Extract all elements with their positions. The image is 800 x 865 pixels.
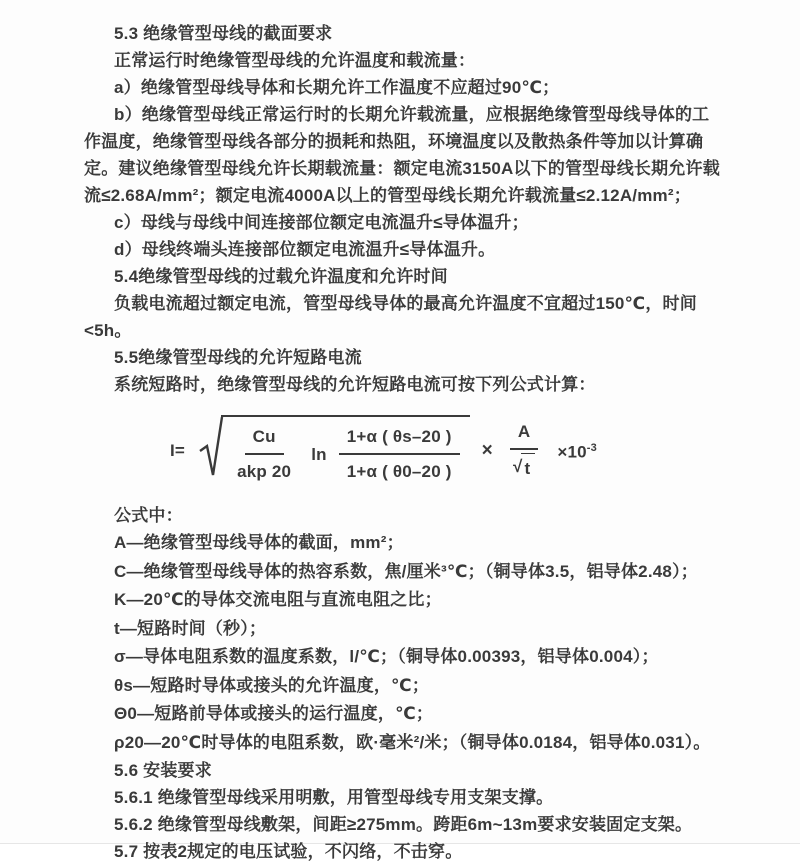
- para-formula-legend-intro: 公式中：: [114, 506, 183, 525]
- fraction-cu-akp: [229, 423, 299, 485]
- radicand-t: t: [521, 453, 535, 482]
- para-5-6-2: 5.6.2 绝缘管型母线敷架，间距≥275mm。跨距6m~13m要求安装固定支架。: [114, 815, 693, 834]
- def-t: t—短路时间（秒）；: [114, 618, 267, 638]
- def-rho-20: ρ20—20℃时导体的电阻系数，欧·毫米²/米；（铜导体0.0184，铝导体0.031）。: [114, 732, 711, 752]
- fraction-numerator: A: [510, 418, 538, 450]
- exponent: -3: [586, 441, 597, 454]
- def-A: A—绝缘管型母线导体的截面，mm²；: [114, 533, 404, 552]
- radical-group: [199, 415, 470, 485]
- formula-definitions: [84, 529, 724, 757]
- fraction-numerator: 1+α ( θs–20 ): [339, 423, 460, 455]
- para-5-7: 5.7 按表2规定的电压试验，不闪络，不击穿。: [114, 842, 463, 861]
- multiply-sign: ×: [481, 439, 493, 461]
- def-theta-s: θs—短路时导体或接头的允许温度，℃；: [114, 675, 430, 695]
- para-5-6-1: 5.6.1 绝缘管型母线采用明敷，用管型母线专用支架支撑。: [114, 788, 554, 807]
- para-operating-temp-intro: 正常运行时绝缘管型母线的允许温度和载流量：: [114, 51, 476, 70]
- heading-5-3: 5.3 绝缘管型母线的截面要求: [114, 24, 333, 43]
- heading-5-5: 5.5绝缘管型母线的允许短路电流: [114, 348, 362, 367]
- def-sigma: σ—导体电阻系数的温度系数，l/℃；（铜导体0.00393，铝导体0.004）；: [114, 647, 659, 666]
- fraction-denominator: 1+α ( θ0–20 ): [346, 462, 452, 481]
- fraction-alpha-ratio: [339, 423, 460, 485]
- radical-sign-icon: [199, 415, 223, 479]
- power-of-ten: $\times 10^{-3}$: [557, 441, 597, 462]
- heading-5-4: 5.4绝缘管型母线的过载允许温度和允许时间: [114, 267, 448, 286]
- para-formula-intro: 系统短路时，绝缘管型母线的允许短路电流可按下列公式计算：: [114, 375, 596, 394]
- heading-5-6: 5.6 安装要求: [114, 761, 212, 780]
- fraction-numerator: Cu: [245, 423, 284, 455]
- item-b: b）绝缘管型母线正常运行时的长期允许载流量，应根据绝缘管型母线导体的工作温度，绝缘管型母线各部分的损耗和热阻，环境温度以及散热条件等加以计算确定。建议绝缘管型母线允许长期载流量：额定电流3150A以下的管型母线长期允许载流≤2.68A/mm²；额定电流4000A以上的管型母线长期允许载流量≤2.12A/mm²；: [84, 105, 720, 205]
- def-theta-0: Θ0—短路前导体或接头的运行温度，℃；: [114, 704, 434, 723]
- radicand-group: [221, 415, 470, 485]
- def-C: C—绝缘管型母线导体的热容系数，焦/厘米³℃；（铜导体3.5，铝导体2.48）；: [114, 561, 698, 581]
- small-radical-sign: √: [512, 457, 523, 476]
- item-d: d）母线终端头连接部位额定电流温升≤导体温升。: [114, 240, 496, 259]
- item-c: c）母线与母线中间连接部位额定电流温升≤导体温升；: [114, 213, 529, 232]
- def-K: K—20℃的导体交流电阻与直流电阻之比；: [114, 590, 442, 609]
- fraction-denominator: [505, 450, 543, 482]
- fraction-denominator: akp 20: [237, 462, 292, 481]
- fraction-a-sqrt-t: [505, 418, 543, 482]
- formula-short-circuit-current: [170, 414, 724, 486]
- para-overload: 负载电流超过额定电流，管型母线导体的最高允许温度不宜超过150℃，时间<5h。: [84, 294, 697, 340]
- ln-operator: ln: [311, 444, 327, 464]
- formula-lhs: I=: [170, 440, 186, 460]
- item-a: a）绝缘管型母线导体和长期允许工作温度不应超过90℃；: [114, 78, 560, 97]
